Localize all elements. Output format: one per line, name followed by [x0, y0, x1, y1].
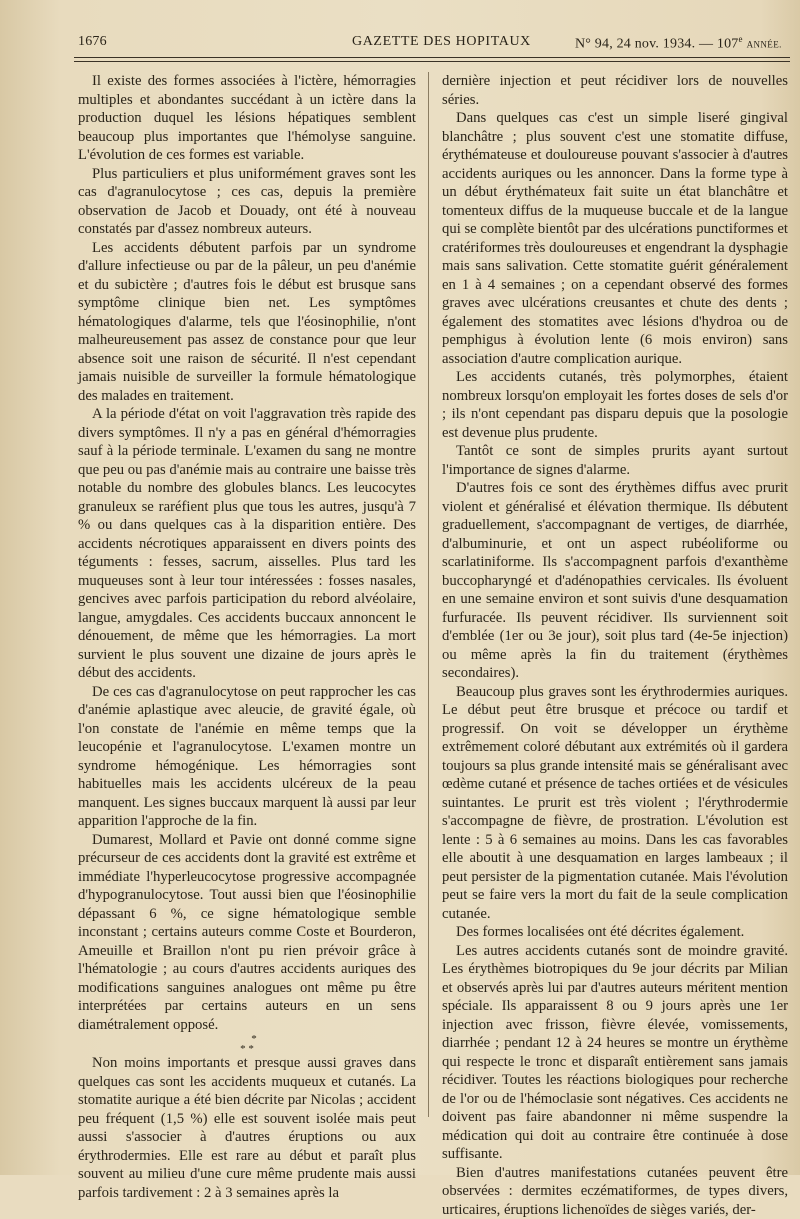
paragraph: Dans quelques cas c'est un simple liseré gingival blanchâtre ; plus souvent c'est une stomatite diffuse, érythémateuse et douloureuse pouvant s'associer à d'autres accidents auriques ou les annoncer. Dans la forme type à un début érythémateux fait suite un état blanchâtre et tomenteux diffus de la muqueuse buccale et de la langue qui se complète bientôt par des ulcérations punctiformes et cratériformes très douloureuses et engendrant la dysphagie mais sans salivation. Cette stomatite guérit généralement en 1 à 4 semaines ; on a cependant observé des formes graves avec ulcérations creusantes et chute des dents ; également des stomatites avec lésions d'hydroa ou de pemphigus à évolution lente (6 mois environ) sans association d'autre complication aurique.	[442, 109, 788, 368]
paragraph: Les accidents débutent parfois par un syndrome d'allure infectieuse ou par de la pâleur, un peu d'anémie et du subictère ; d'autres fois le début est brusque sans symptôme clinique bien net. Les symptômes hématologiques d'alarme, tels que l'éosinophilie, n'ont malheureusement pas assez de constance pour que leur absence soit une raison de sécurité. Il n'est cependant jamais nuisible de surveiller la formule hématologique des malades en traitement.	[78, 239, 416, 406]
year-superscript: e	[739, 34, 743, 44]
page-number: 1676	[78, 34, 107, 50]
paragraph: A la période d'état on voit l'aggravation très rapide des divers symptômes. Il n'y a pas en général d'hémorragies sauf à la période terminale. L'examen du sang ne montre que peu ou pas d'anémie mais au contraire une baisse très notable du nombre des globules blancs. Les leucocytes granuleux se raréfient plus que tous les autres, jusqu'à 7 % ou dans quelques cas à la disparition entière. Des accidents nécrotiques apparaissent en divers points des téguments : fesses, sacrum, aisselles. Plus tard les muqueuses sont à leur tour intéressées : fosses nasales, gencives avec parfois participation du rebord alvéolaire, langue, amygdales. Ces accidents buccaux annoncent le dénouement, de même que les hémorragies. La mort survient le plus souvent une dizaine de jours après le début des accidents.	[78, 405, 416, 683]
section-separator: * * *	[78, 1034, 416, 1054]
left-column	[78, 72, 416, 1202]
paragraph: Non moins importants et presque aussi graves dans quelques cas sont les accidents muqueux et cutanés. La stomatite aurique a été bien décrite par Nicolas ; accident peu fréquent (1,5 %) elle est souvent isolée mais peut aussi s'associer à d'autres éruptions ou aux érythrodermies. Elle est rare au début et paraît plus souvent au milieu d'une cure même prudente mais aussi parfois tardivement : 2 à 3 semaines après la	[78, 1054, 416, 1202]
issue-info	[575, 34, 782, 53]
paragraph: Des formes localisées ont été décrites également.	[442, 923, 788, 942]
paragraph: Dumarest, Mollard et Pavie ont donné comme signe précurseur de ces accidents dont la gravité est extrême et immédiate l'hyperleucocytose progressive accompagnée d'hypogranulocytose. Tout aussi bien que l'éosinophilie dépassant 6 %, ce signe hématologique semble inconstant ; certains auteurs comme Coste et Bourderon, Ameuille et Braillon n'ont pu rien prévoir grâce à l'hématologie ; au cours d'autres accidents auriques des modifications sanguines analogues ont même pu être interprétées par certains auteurs en un sens diamétralement opposé.	[78, 831, 416, 1035]
paragraph: Les autres accidents cutanés sont de moindre gravité. Les érythèmes biotropiques du 9e jour décrits par Milian et observés après lui par d'autres auteurs méritent mention spéciale. Ils apparaissent 8 ou 9 jours après une 1er injection avec frisson, fièvre élevée, vomissements, diarrhée ; pendant 12 à 24 heures se montre un érythème qui respecte le tronc et disparaît entièrement sans jamais récidiver. Toutes les réactions biologiques pour recherche de l'or ou de l'hémoclasie sont négatives. Ces accidents ne doivent pas faire abandonner ni même suspendre la médication qui doit au contraire être continuée à dose suffisante.	[442, 942, 788, 1164]
issue-text: N° 94, 24 nov. 1934. — 107	[575, 37, 739, 52]
right-column	[442, 72, 788, 1219]
header-rule-top	[74, 57, 790, 58]
paragraph: Tantôt ce sont de simples prurits ayant surtout l'importance de signes d'alarme.	[442, 442, 788, 479]
paragraph: Il existe des formes associées à l'ictère, hémorragies multiples et abondantes succédant à un ictère dans la production duquel les lésions hépatiques semblent beaucoup plus importantes que l'hémolyse sanguine. L'évolution de ces formes est variable.	[78, 72, 416, 165]
journal-title: GAZETTE DES HOPITAUX	[352, 34, 531, 50]
column-divider	[428, 72, 429, 1117]
paragraph: Les accidents cutanés, très polymorphes, étaient nombreux lorsqu'on employait les fortes doses de sels d'or ; ils n'ont cependant pas disparu depuis que la posologie est devenue plus prudente.	[442, 368, 788, 442]
paragraph: dernière injection et peut récidiver lors de nouvelles séries.	[442, 72, 788, 109]
paragraph: De ces cas d'agranulocytose on peut rapprocher les cas d'anémie aplastique avec aleucie, de gravité égale, où l'on constate de l'anémie en même temps que la leucopénie et l'agranulocytose. L'examen montre un syndrome hémogénique. Les hémorragies sont habituelles mais les accidents ulcéreux de la peau manquent. Les signes buccaux marquent là aussi par leur apparition l'approche de la fin.	[78, 683, 416, 831]
header-rule-bottom	[74, 61, 790, 62]
paragraph: Plus particuliers et plus uniformément graves sont les cas d'agranulocytose ; ces cas, depuis la première observation de Jacob et Douady, ont été à nouveau constatés par d'assez nombreux auteurs.	[78, 165, 416, 239]
annee-label: ANNÉE.	[747, 40, 782, 50]
paragraph: Bien d'autres manifestations cutanées peuvent être observées : dermites eczématiformes, de types divers, urticaires, éruptions lichenoïdes de sièges variés, der-	[442, 1164, 788, 1219]
paragraph: D'autres fois ce sont des érythèmes diffus avec prurit violent et généralisé et élévation thermique. Ils débutent graduellement, s'accompagnant de vertiges, de diarrhée, d'albuminurie, et ont un aspect rubéoliforme ou scarlatiniforme. Ils s'accompagnent parfois d'exanthème buccopharyngé et d'adénopathies cervicales. Ils évoluent en une semaine environ et sont suivis d'une desquamation furfuracée. Ils peuvent récidiver. Ils surviennent soit d'emblée (1er ou 3e jour), soit plus tard (4e-5e injection) ou même après la fin du traitement (érythèmes secondaires).	[442, 479, 788, 683]
page-header	[70, 30, 790, 54]
paragraph: Beaucoup plus graves sont les érythrodermies auriques. Le début peut être brusque et précoce ou tardif et progressif. On voit se développer un érythème extrêmement coloré débutant aux extrémités où il gardera toujours sa plus grande intensité mais se généralisant avec œdème cutané et présence de taches ortiées et de vésicules suintantes. Le prurit est très violent ; l'érythrodermie s'accompagne de fièvre, de prostration. L'évolution est lente : 5 à 6 semaines au moins. Dans les cas favorables elle aboutit à une desquamation en larges lambeaux ; il peut persister de la pigmentation cutanée. Mais l'évolution peut se faire vers la mort du fait de la seule complication cutanée.	[442, 683, 788, 924]
